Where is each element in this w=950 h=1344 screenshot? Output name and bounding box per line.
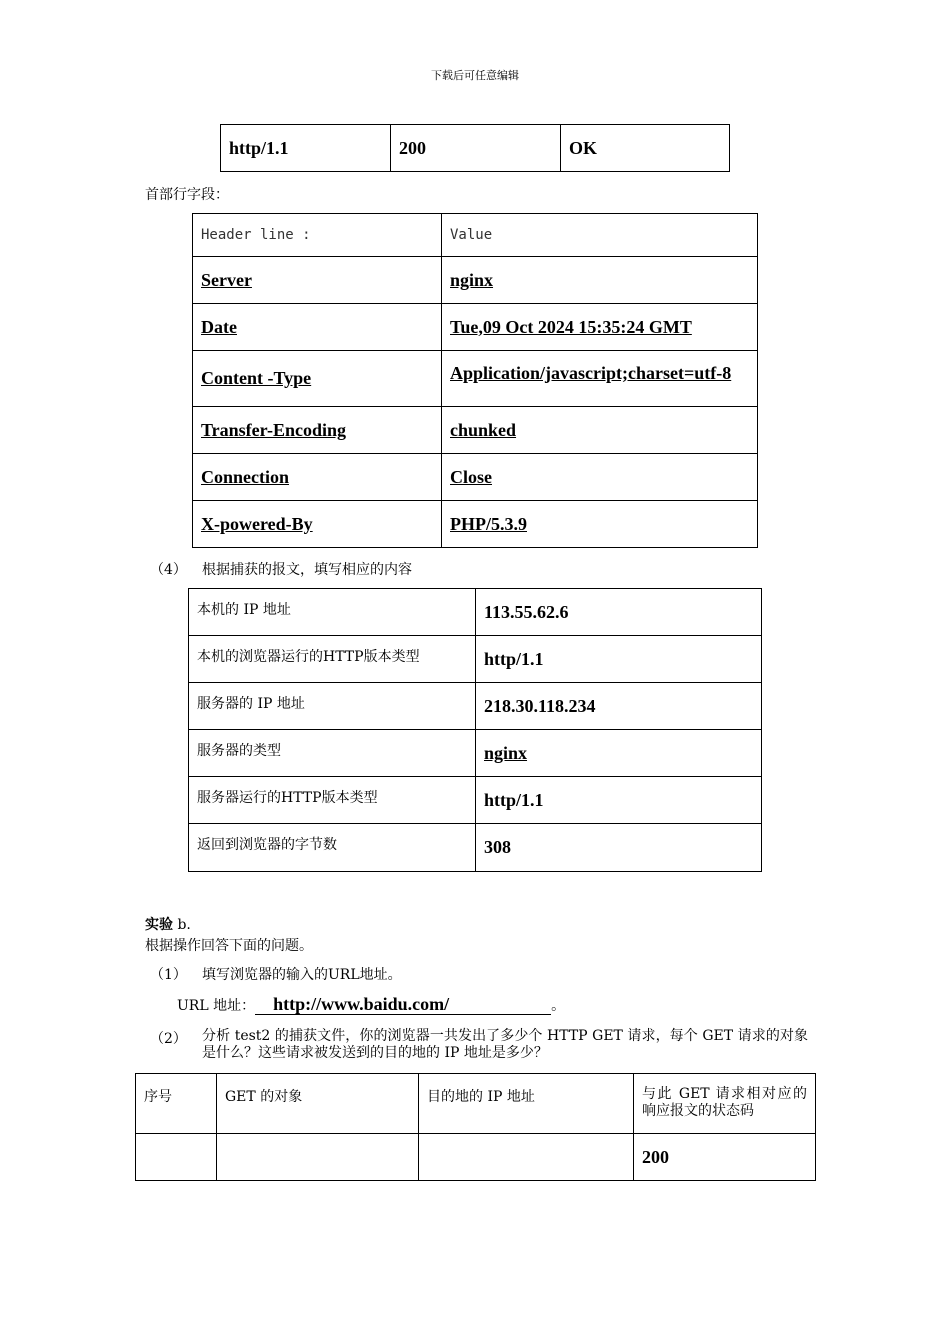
get-col-status: 与此 GET 请求相对应的响应报文的状态码 (634, 1074, 816, 1134)
status-line-table (220, 124, 730, 172)
get-request-table (135, 1073, 816, 1181)
header-value: nginx (442, 257, 758, 304)
header-value: Close (442, 454, 758, 501)
url-value: http://www.baidu.com/ (255, 994, 551, 1015)
info-label: 服务器运行的HTTP版本类型 (189, 777, 476, 824)
info-label: 服务器的类型 (189, 730, 476, 777)
page-header: 下载后可任意编辑 (431, 69, 519, 82)
header-col-name: Header line : (193, 214, 442, 257)
info-value: nginx (476, 730, 762, 777)
header-name: X-powered-By (193, 501, 442, 548)
url-end: 。 (551, 998, 566, 1014)
header-value: chunked (442, 407, 758, 454)
header-fields-table (192, 213, 758, 548)
info-label: 返回到浏览器的字节数 (189, 824, 476, 872)
header-value: Application/javascript;charset=utf-8 (442, 351, 758, 407)
status-version: http/1.1 (221, 125, 391, 172)
header-name: Server (193, 257, 442, 304)
info-table (188, 588, 762, 872)
header-name: Connection (193, 454, 442, 501)
info-value: 218.30.118.234 (476, 683, 762, 730)
url-line (177, 994, 565, 1015)
info-label: 本机的浏览器运行的HTTP版本类型 (189, 636, 476, 683)
get-cell-dest-ip (419, 1134, 634, 1181)
header-name: Transfer-Encoding (193, 407, 442, 454)
header-value: PHP/5.3.9 (442, 501, 758, 548)
q1-number: （1） (150, 967, 187, 983)
header-value: Tue,09 Oct 2024 15:35:24 GMT (442, 304, 758, 351)
info-value: http/1.1 (476, 636, 762, 683)
info-value: 308 (476, 824, 762, 872)
info-label: 本机的 IP 地址 (189, 589, 476, 636)
header-fields-label: 首部行字段： (145, 187, 229, 203)
header-col-value: Value (442, 214, 758, 257)
get-col-dest-ip: 目的地的 IP 地址 (419, 1074, 634, 1134)
info-value: http/1.1 (476, 777, 762, 824)
exp-b-intro: 根据操作回答下面的问题。 (145, 938, 313, 954)
header-name: Date (193, 304, 442, 351)
get-cell-status: 200 (634, 1134, 816, 1181)
q2-number: （2） (150, 1031, 187, 1047)
get-cell-object (217, 1134, 419, 1181)
q4-number: （4） (150, 562, 187, 578)
exp-b-title (145, 914, 191, 934)
info-label: 服务器的 IP 地址 (189, 683, 476, 730)
header-name: Content -Type (193, 351, 442, 407)
url-label: URL 地址： (177, 998, 256, 1014)
exp-b-title-cn: 实验 (145, 917, 173, 933)
q2-text: 分析 test2 的捕获文件，你的浏览器一共发出了多少个 HTTP GET 请求，每个 GET 请求的对象是什么？这些请求被发送到的目的地的 IP 地址是多少？ (202, 1028, 808, 1061)
q4-text: 根据捕获的报文，填写相应的内容 (202, 562, 412, 578)
info-value: 113.55.62.6 (476, 589, 762, 636)
status-phrase: OK (561, 125, 730, 172)
status-code: 200 (391, 125, 561, 172)
exp-b-title-suffix: b. (173, 917, 191, 933)
get-col-seq: 序号 (136, 1074, 217, 1134)
get-col-object: GET 的对象 (217, 1074, 419, 1134)
get-cell-seq (136, 1134, 217, 1181)
q1-text: 填写浏览器的输入的URL地址。 (202, 967, 402, 983)
